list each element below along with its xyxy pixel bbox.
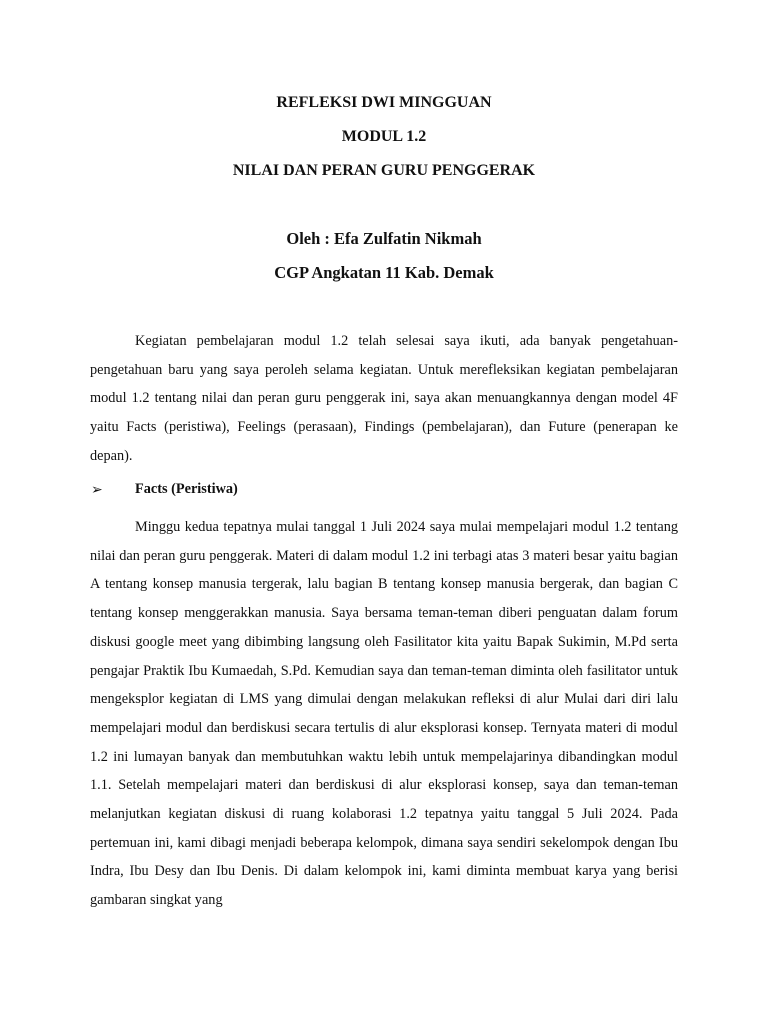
- author-line: Oleh : Efa Zulfatin Nikmah: [286, 229, 482, 248]
- section-heading-facts: Facts (Peristiwa): [135, 481, 238, 497]
- intro-paragraph: Kegiatan pembelajaran modul 1.2 telah selesai saya ikuti, ada banyak pengetahuan-pengetahuan baru yang saya peroleh selama kegiatan. Untuk merefleksikan kegiatan pembelajaran modul 1.2 tentang nilai dan peran guru penggerak ini, saya akan menuangkannya dengan model 4F yaitu Facts (peristiwa), Feelings (perasaan), Findings (pembelajaran), dan Future (penerapan ke depan).: [90, 333, 678, 464]
- affiliation-line: CGP Angkatan 11 Kab. Demak: [274, 263, 494, 282]
- document-title-line3: NILAI DAN PERAN GURU PENGGERAK: [232, 162, 536, 179]
- facts-paragraph: Minggu kedua tepatnya mulai tanggal 1 Juli 2024 saya mulai mempelajari modul 1.2 tentang nilai dan peran guru penggerak. Materi di dalam modul 1.2 ini terbagi atas 3 materi besar yaitu bagian A tentang konsep manusia tergerak, lalu bagian B tentang konsep manusia bergerak, dan bagian C tentang konsep menggerakkan manusia. Saya bersama teman-teman diberi penguatan dalam forum diskusi google meet yang dibimbing langsung oleh Fasilitator kita yaitu Bapak Sukimin, M.Pd serta pengajar Praktik Ibu Kumaedah, S.Pd. Kemudian saya dan teman-teman diminta oleh fasilitator untuk mengeksplor kegiatan di LMS yang dimulai dengan melakukan refleksi di alur Mulai dari diri lalu mempelajari modul dan berdiskusi secara tertulis di alur eksplorasi konsep. Ternyata materi di modul 1.2 ini lumayan banyak dan membutuhkan waktu lebih untuk mempelajarinya dibandingkan modul 1.1. Setelah mempelajari materi dan berdiskusi di alur eksplorasi konsep, saya dan teman-teman melanjutkan kegiatan diskusi di ruang kolaborasi 1.2 tepatnya yaitu tanggal 5 Juli 2024. Pada pertemuan ini, kami dibagi menjadi beberapa kelompok, dimana saya sendiri sekelompok dengan Ibu Indra, Ibu Desy dan Ibu Denis. Di dalam kelompok ini, kami diminta membuat karya yang berisi gambaran singkat yang: [90, 519, 678, 909]
- document-title-line1: REFLEKSI DWI MINGGUAN: [276, 94, 492, 111]
- document-title-line2: MODUL 1.2: [341, 128, 427, 145]
- arrow-bullet-icon: ➢: [91, 482, 103, 498]
